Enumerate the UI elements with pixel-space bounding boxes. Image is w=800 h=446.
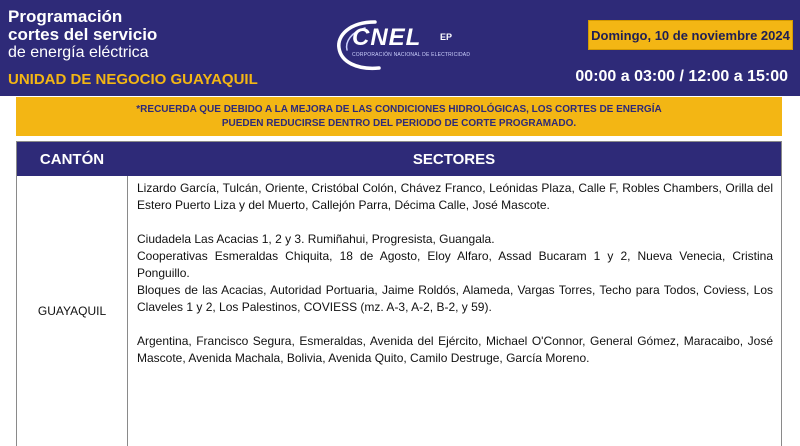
sector-paragraph: Ciudadela Las Acacias 1, 2 y 3. Rumiñahui, Progresista, Guangala.: [137, 232, 495, 246]
canton-name: GUAYAQUIL: [37, 304, 107, 318]
column-divider: [127, 176, 128, 446]
schedule-table: [16, 141, 782, 446]
sector-paragraph: Argentina, Francisco Segura, Esmeraldas, Avenida del Ejército, Michael O'Connor, General Gómez, Maracaibo, José Mascote, Avenida Machala, Bolivia, Avenida Quito, Camilo Destruge, García Moreno.: [137, 334, 773, 365]
sector-paragraph: Cooperativas Esmeraldas Chiquita, 18 de Agosto, Eloy Alfaro, Assad Bucaram 1 y 2, Nueva Venecia, Cristina Ponguillo.: [137, 249, 773, 280]
logo-subtitle: CORPORACIÓN NACIONAL DE ELECTRICIDAD: [352, 52, 471, 58]
business-unit-label: UNIDAD DE NEGOCIO GUAYAQUIL: [8, 71, 258, 88]
table-header: [17, 142, 781, 176]
sectores-cell: [137, 180, 773, 367]
sector-paragraph: Lizardo García, Tulcán, Oriente, Cristóbal Colón, Chávez Franco, Leónidas Plaza, Calle F, Robles Chambers, Orilla del Estero Puerto Liza y del Muerto, Callejón Parra, Décima Calle, José Mascote.: [137, 181, 773, 212]
time-range: 00:00 a 03:00 / 12:00 a 15:00: [575, 68, 788, 85]
header-sectores: SECTORES: [412, 150, 496, 168]
notice-line-2: PUEDEN REDUCIRSE DENTRO DEL PERIODO DE CORTE PROGRAMADO.: [221, 117, 577, 129]
sector-paragraph: Bloques de las Acacias, Autoridad Portuaria, Jaime Roldós, Alameda, Vargas Torres, Techo para Todos, Coviess, Los Claveles 1 y 2, Los Palestinos, COVIESS (mz. A-3, A-2, B-2, y 59).: [137, 283, 773, 314]
canton-cell: [17, 176, 127, 446]
notice-banner: [16, 97, 782, 136]
logo-text: CNEL: [352, 24, 422, 51]
title-line-1: Programación: [8, 7, 123, 26]
notice-line-1: *RECUERDA QUE DEBIDO A LA MEJORA DE LAS CONDICIONES HIDROLÓGICAS, LOS CORTES DE ENERGÍA: [136, 103, 662, 115]
title-line-2: cortes del servicio: [8, 25, 158, 44]
logo-ep: EP: [440, 32, 453, 42]
date-badge: [588, 20, 793, 50]
header-canton: CANTÓN: [39, 150, 105, 168]
date-text: Domingo, 10 de noviembre 2024: [591, 27, 790, 43]
title-line-3: de energía eléctrica: [8, 44, 149, 61]
